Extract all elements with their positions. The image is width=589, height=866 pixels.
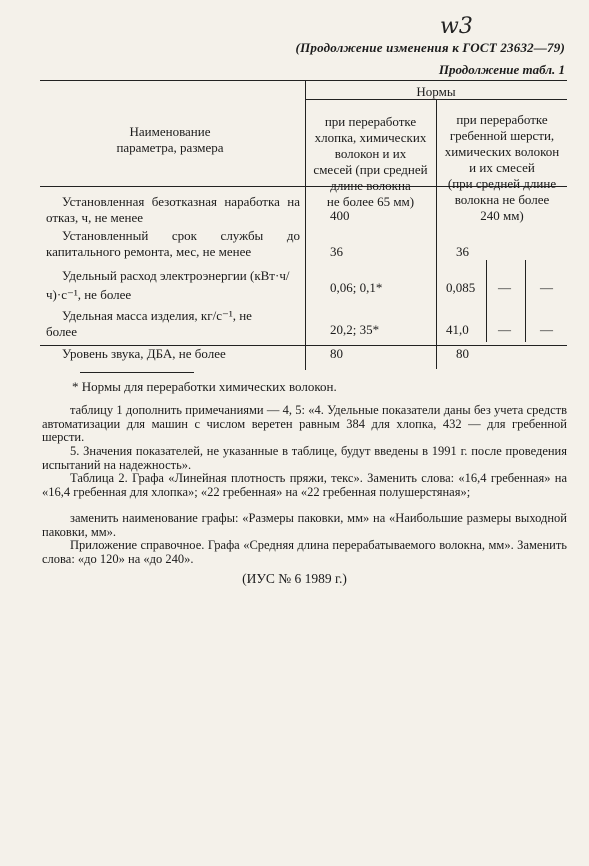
footnote: * Нормы для переработки химических волокон. [72, 379, 337, 394]
row-value-col1: 0,06; 0,1* [330, 280, 383, 295]
paragraph-notes: таблицу 1 дополнить примечаниями — 4, 5: «4. Удельные показатели даны без учета средств автоматизации для машин с числом веретен равным 384 для хлопка, 432 — для гребенной шерсти. [42, 403, 567, 444]
row-value-col2: 41,0 [446, 322, 469, 337]
row-name: Установленная безотказная наработка на отказ, ч, не менее [46, 194, 300, 225]
row-value-col1: 20,2; 35* [330, 322, 380, 337]
row-value-col2: 80 [456, 346, 469, 361]
param-column-header: Наименование параметра, размера [116, 124, 224, 155]
row-value-col2: 36 [456, 244, 469, 259]
row-dash-col4: — [540, 322, 553, 337]
row-dash-col3: — [498, 280, 511, 295]
row-dash-col4: — [540, 280, 553, 295]
row-dash-col3: — [498, 322, 511, 337]
footnote-rule [80, 372, 194, 373]
col-divider-4 [525, 260, 526, 342]
row-value-col1: 400 [330, 208, 350, 223]
handwritten-mark: w3 [440, 14, 473, 39]
paragraph-values: 5. Значения показателей, не указанные в таблице, будут введены в 1991 г. после проведения испытаний на надежность». [42, 444, 567, 472]
paragraph-appendix: Приложение справочное. Графа «Средняя длина перерабатываемого волокна, мм». Заменить слова: «до 120» на «до 240». [42, 538, 567, 566]
continuation-change-title: (Продолжение изменения к ГОСТ 23632—79) [295, 40, 565, 55]
row-value-col2: 0,085 [446, 280, 476, 295]
row-value-col1: 36 [330, 244, 343, 259]
row-name: Уровень звука, ДБА, не более [62, 346, 226, 361]
norms-header: Нормы [416, 84, 456, 99]
col1-header: при переработке хлопка, химических волокон и их смесей (при средней длине волокна не более 65 мм) [313, 114, 428, 209]
paragraph-rename-column: заменить наименование графы: «Размеры паковки, мм» на «Наибольшие размеры выходной паковки, мм». [42, 511, 567, 539]
row-name: Установленный срок службы до капитального ремонта, мес, не менее [46, 228, 300, 259]
row-name: Удельный расход электроэнергии (кВт·ч/ч)·с⁻¹, не более [46, 268, 290, 302]
continuation-table-title: Продолжение табл. 1 [438, 62, 565, 77]
issue-reference: (ИУС № 6 1989 г.) [242, 571, 347, 586]
paragraph-table2: Таблица 2. Графа «Линейная плотность пряжи, текс». Заменить слова: «16,4 гребенная» на «16,4 гребенная для хлопка»; «22 гребенная» на «22 гребенная полушерстяная»; [42, 471, 567, 499]
col2-header: при переработке гребенной шерсти, химических волокон и их смесей (при средней длине волокна не более 240 мм) [444, 112, 560, 223]
col-divider-3 [486, 260, 487, 342]
row-value-col1: 80 [330, 346, 343, 361]
table-top-rule [40, 80, 567, 81]
row-name: Удельная масса изделия, кг/с⁻¹, не более [46, 308, 252, 339]
